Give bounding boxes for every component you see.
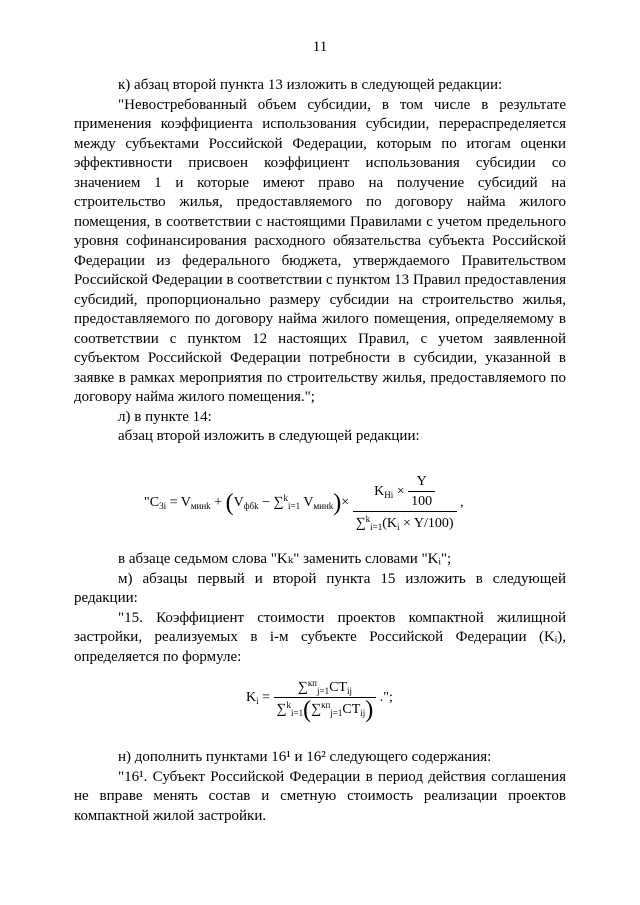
formula2-den-inner-bottom: j=1	[330, 708, 343, 718]
formula2-fraction	[274, 678, 377, 723]
formula1-den-sum: ∑	[355, 516, 366, 531]
formula1-v3-sub: минk	[313, 501, 334, 512]
formula1-fraction	[353, 474, 457, 532]
formula2-den-inner-top: кп	[321, 700, 331, 710]
formula1-sum-bottom: i=1	[288, 501, 301, 512]
item-m-quote: "15. Коэффициент стоимости проектов компактной жилищной застройки, реализуемых в i-м субъекте Российской Федерации (Kᵢ), определяется по формуле:	[74, 609, 566, 665]
item-m-intro: м) абзацы первый и второй пункта 15 изложить в следующей редакции:	[74, 570, 566, 606]
formula2-num-sum: ∑	[297, 680, 308, 695]
formula1-v-sub: минk	[190, 501, 211, 512]
formula1-times: ×	[341, 495, 350, 511]
formula2-eq: =	[258, 690, 274, 706]
item-k-quote: "Невостребованный объем субсидии, в том числе в результате применения коэффициента использования субсидии, перераспределяется между субъектами Российской Федерации, которым по итогам оценки эффективности присвоен коэффициент использования субсидии со значением 1 и которые имеют право на получение субсидий на строительство жилья, предоставляемого по договору найма жилого помещения, в соответствии с настоящими Правилами с учетом предельного уровня софинансирования расходного обязательства субъекта Российской Федерации из федерального бюджета, утверждаемого Правительством Российской Федерации в соответствии с пунктом 13 Правил предоставления субсидий, пропорционально размеру субсидии на строительство жилья, предоставляемого по договору найма жилого помещения, определяемому в соответствии с пунктом 12 настоящих Правил, с учетом заявленной субъектом Российской Федерации потребности в субсидии, указанной в заявке в рамках мероприятия по строительству жилья, предоставляемого по договору найма жилого помещения.";	[74, 96, 566, 405]
item-l-sub1: абзац второй изложить в следующей редакции:	[118, 428, 420, 444]
item-l-intro: л) в пункте 14:	[118, 408, 212, 425]
formula1-plus: +	[210, 495, 226, 511]
formula1-y-fraction	[408, 474, 435, 510]
formula1-denominator	[353, 512, 457, 532]
formula1-open-paren: (	[225, 490, 234, 516]
formula1-numerator	[353, 474, 457, 512]
formula-ki	[246, 678, 393, 723]
item-k-intro: к) абзац второй пункта 13 изложить в следующей редакции:	[118, 77, 503, 93]
formula1-den-rest: × Y/100)	[399, 516, 454, 531]
item-k	[74, 76, 566, 447]
formula2-trail: .";	[376, 690, 393, 706]
formula2-lhs-sub: i	[256, 696, 259, 707]
item-l-sub2: в абзаце седьмом слова "Kₖ" заменить словами "Kᵢ";	[118, 551, 452, 567]
formula2-num-body-sub: ij	[346, 686, 352, 696]
formula2-den-inner-sum: ∑	[311, 702, 322, 717]
formula1-lhs: "С	[144, 495, 160, 511]
item-n-intro: н) дополнить пунктами 16¹ и 16² следующего содержания:	[118, 749, 492, 765]
formula1-lhs-sub: 3i	[159, 501, 167, 512]
formula1-den-body: (K	[382, 516, 398, 531]
formula1-eq: = V	[166, 495, 191, 511]
item-m	[74, 550, 566, 667]
formula1-num-100: 100	[411, 494, 433, 509]
formula1-trail: ,	[456, 495, 464, 511]
formula2-lhs: K	[246, 690, 257, 706]
item-n-quote: "16¹. Субъект Российской Федерации в период действия соглашения не вправе менять состав и сметную стоимость реализации проектов компактной жилой застройки.	[74, 768, 566, 824]
formula1-close-paren: )	[333, 490, 342, 516]
formula1-minus: −	[258, 495, 274, 511]
item-n	[74, 748, 566, 826]
formula2-den-bottom: i=1	[291, 708, 304, 718]
formula2-close-paren: )	[365, 696, 374, 723]
formula1-num-times: ×	[393, 484, 409, 500]
formula1-sum: ∑	[273, 495, 284, 511]
formula1-num-k: K	[374, 484, 385, 500]
formula1-den-top: k	[365, 514, 371, 524]
formula1-sum-top: k	[283, 493, 289, 504]
formula1-num-y: Y	[408, 474, 435, 492]
formula1-num-k-sub: Hi	[384, 490, 394, 501]
formula2-denominator	[274, 696, 377, 723]
formula2-num-bottom: j=1	[317, 686, 330, 696]
formula2-open-paren: (	[303, 696, 312, 723]
formula2-den-sum: ∑	[276, 702, 287, 717]
formula2-num-body: CT	[329, 680, 347, 695]
formula1-v2-sub: фбk	[243, 501, 259, 512]
formula1-den-bottom: i=1	[370, 522, 383, 532]
formula1-den-k-sub: i	[397, 522, 400, 532]
formula1-v3: V	[300, 495, 314, 511]
formula2-den-body: CT	[342, 702, 361, 717]
formula2-num-top: кп	[307, 678, 318, 688]
formula-c3i	[144, 474, 464, 532]
formula1-v2: V	[233, 495, 244, 511]
formula2-den-body-sub: ij	[360, 708, 366, 718]
formula2-numerator	[274, 678, 377, 698]
formula2-den-top: k	[286, 700, 292, 710]
page-number: 11	[312, 39, 328, 55]
